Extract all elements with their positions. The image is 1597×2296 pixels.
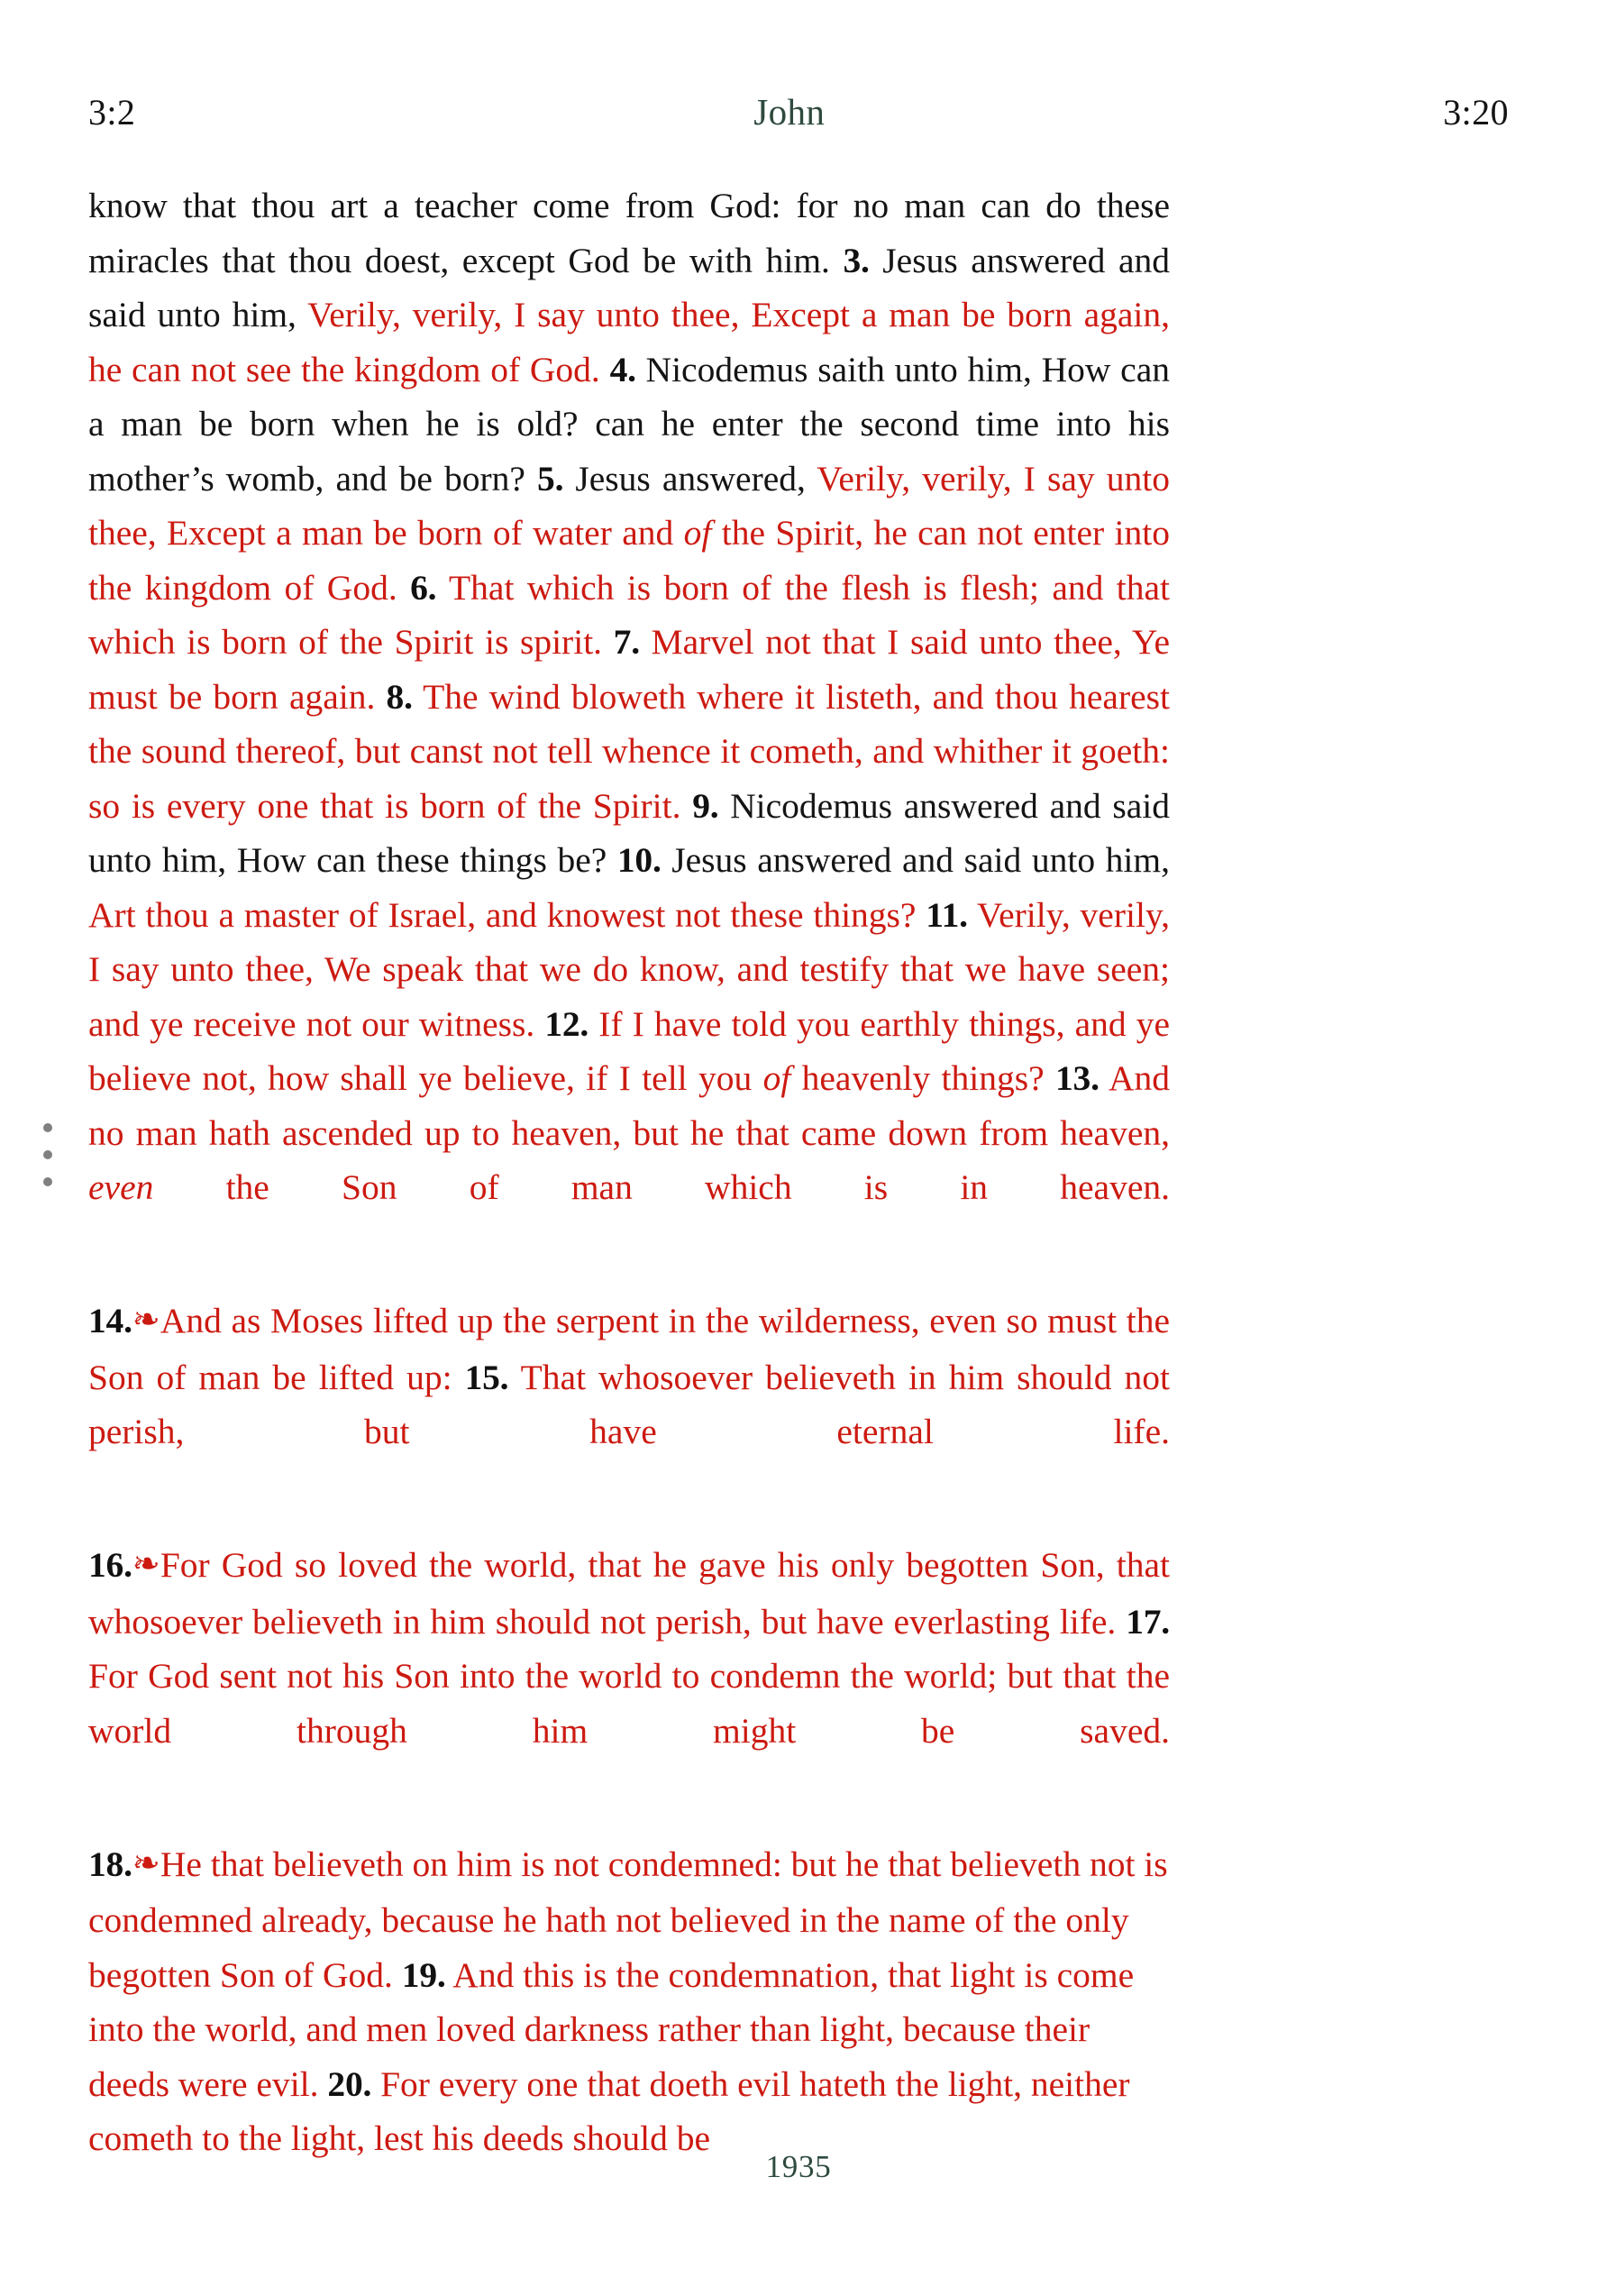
scripture-paragraph: [88, 1837, 1170, 2166]
words-of-christ: And this is the condemnation, that light is come into the world, and men loved darkness rather than light, because their deeds were evil.: [88, 1954, 1135, 2104]
running-head-right-reference: 3:20: [1443, 92, 1509, 133]
words-of-christ: the Son of man which is in heaven.: [153, 1167, 1170, 1207]
running-head: [88, 91, 1509, 144]
words-of-christ: For every one that doeth evil hateth the light, neither cometh to the light, lest his deeds should be: [88, 2063, 1130, 2158]
verse-number[interactable]: 12.: [544, 1003, 589, 1044]
words-of-christ: And no man hath ascended up to heaven, but he that came down from heaven,: [88, 1058, 1170, 1153]
verse-number[interactable]: 19.: [401, 1954, 446, 1995]
narrative-text: Nicodemus saith unto him, How can a man be born when he is old? can he enter the second time into his mother’s womb, and be born?: [88, 349, 1170, 499]
narrative-text: know that thou art a teacher come from God: for no man can do these miracles that thou doest, except God be with him.: [88, 186, 1170, 280]
scripture-paragraph: [88, 178, 1170, 1269]
words-of-christ: Verily, verily, I say unto thee, Except a man be born again, he can not see the kingdom of God.: [88, 295, 1170, 389]
verse-number[interactable]: 6.: [410, 567, 437, 608]
verse-number[interactable]: 20.: [327, 2063, 372, 2104]
words-of-christ: Marvel not that I said unto thee, Ye must be born again.: [88, 622, 1170, 717]
verse-number[interactable]: 8.: [386, 676, 413, 717]
margin-dot: [43, 1177, 52, 1186]
scripture-paragraph: [88, 1294, 1170, 1514]
supplied-word-italic: of: [683, 513, 712, 553]
supplied-word-italic: even: [88, 1167, 154, 1207]
verse-number[interactable]: 16.: [88, 1545, 132, 1585]
words-of-christ: The wind bloweth where it listeth, and thou hearest the sound thereof, but canst not tell whence it cometh, and whither it goeth: so is every one that is born of the Spirit.: [88, 676, 1170, 826]
verse-number[interactable]: 4.: [609, 349, 636, 389]
verse-number[interactable]: 10.: [616, 840, 662, 880]
scripture-paragraph: [88, 1538, 1170, 1813]
words-of-christ: That whosoever believeth in him should not perish, but have eternal life.: [88, 1357, 1170, 1451]
narrative-text: Nicodemus answered and said unto him, How can these things be?: [88, 785, 1171, 880]
words-of-christ: Verily, verily, I say unto thee, We speak that we do know, and testify that we have seen; and ye receive not our witness.: [88, 894, 1170, 1044]
words-of-christ: Verily, verily, I say unto thee, Except a man be born of water and: [88, 458, 1170, 553]
words-of-christ: the Spirit, he can not enter into the kingdom of God.: [88, 513, 1170, 608]
words-of-christ: Art thou a master of Israel, and knowest not these things?: [88, 894, 926, 935]
scripture-text-column: [88, 178, 1170, 2166]
words-of-christ: For God so loved the world, that he gave his only begotten Son, that whosoever believeth in him should not perish, but have everlasting life.: [88, 1545, 1170, 1642]
supplied-word-italic: of: [762, 1058, 791, 1098]
words-of-christ: If I have told you earthly things, and ye believe not, how shall ye believe, if I tell you: [88, 1003, 1170, 1098]
words-of-christ: That which is born of the flesh is flesh; and that which is born of the Spirit is spirit.: [88, 567, 1170, 662]
verse-number[interactable]: 9.: [692, 785, 719, 826]
fleuron-ornament-icon: ❧: [132, 1302, 160, 1339]
verse-number[interactable]: 13.: [1055, 1058, 1100, 1098]
fleuron-ornament-icon: ❧: [132, 1546, 160, 1583]
running-head-book-title: John: [753, 91, 826, 133]
fleuron-ornament-icon: ❧: [132, 1844, 160, 1882]
verse-number[interactable]: 11.: [926, 894, 968, 935]
words-of-christ: heavenly things?: [790, 1058, 1055, 1098]
verse-number[interactable]: 18.: [88, 1843, 132, 1884]
running-head-left-reference: 3:2: [88, 92, 136, 133]
narrative-text: Jesus answered and said unto him,: [88, 240, 1170, 334]
verse-number[interactable]: 5.: [537, 458, 564, 499]
narrative-text: Jesus answered,: [563, 458, 817, 499]
verse-number[interactable]: 7.: [613, 622, 640, 662]
three-dot-progress-marker[interactable]: [43, 1123, 56, 1186]
verse-number[interactable]: 14.: [88, 1301, 132, 1340]
words-of-christ: And as Moses lifted up the serpent in the wilderness, even so must the Son of man be lifted up:: [88, 1301, 1170, 1397]
verse-number[interactable]: 15.: [464, 1357, 509, 1397]
verse-number[interactable]: 17.: [1126, 1601, 1170, 1642]
margin-dot: [43, 1150, 52, 1159]
words-of-christ: For God sent not his Son into the world to condemn the world; but that the world through him might be saved.: [88, 1656, 1170, 1751]
verse-number[interactable]: 3.: [843, 240, 870, 280]
margin-dot: [43, 1123, 52, 1132]
page-number: 1935: [765, 2149, 832, 2184]
narrative-text: Jesus answered and said unto him,: [661, 840, 1170, 880]
words-of-christ: He that believeth on him is not condemned: but he that believeth not is condemned already, because he hath not believed in the name of the only begotten Son of God.: [88, 1843, 1168, 1995]
